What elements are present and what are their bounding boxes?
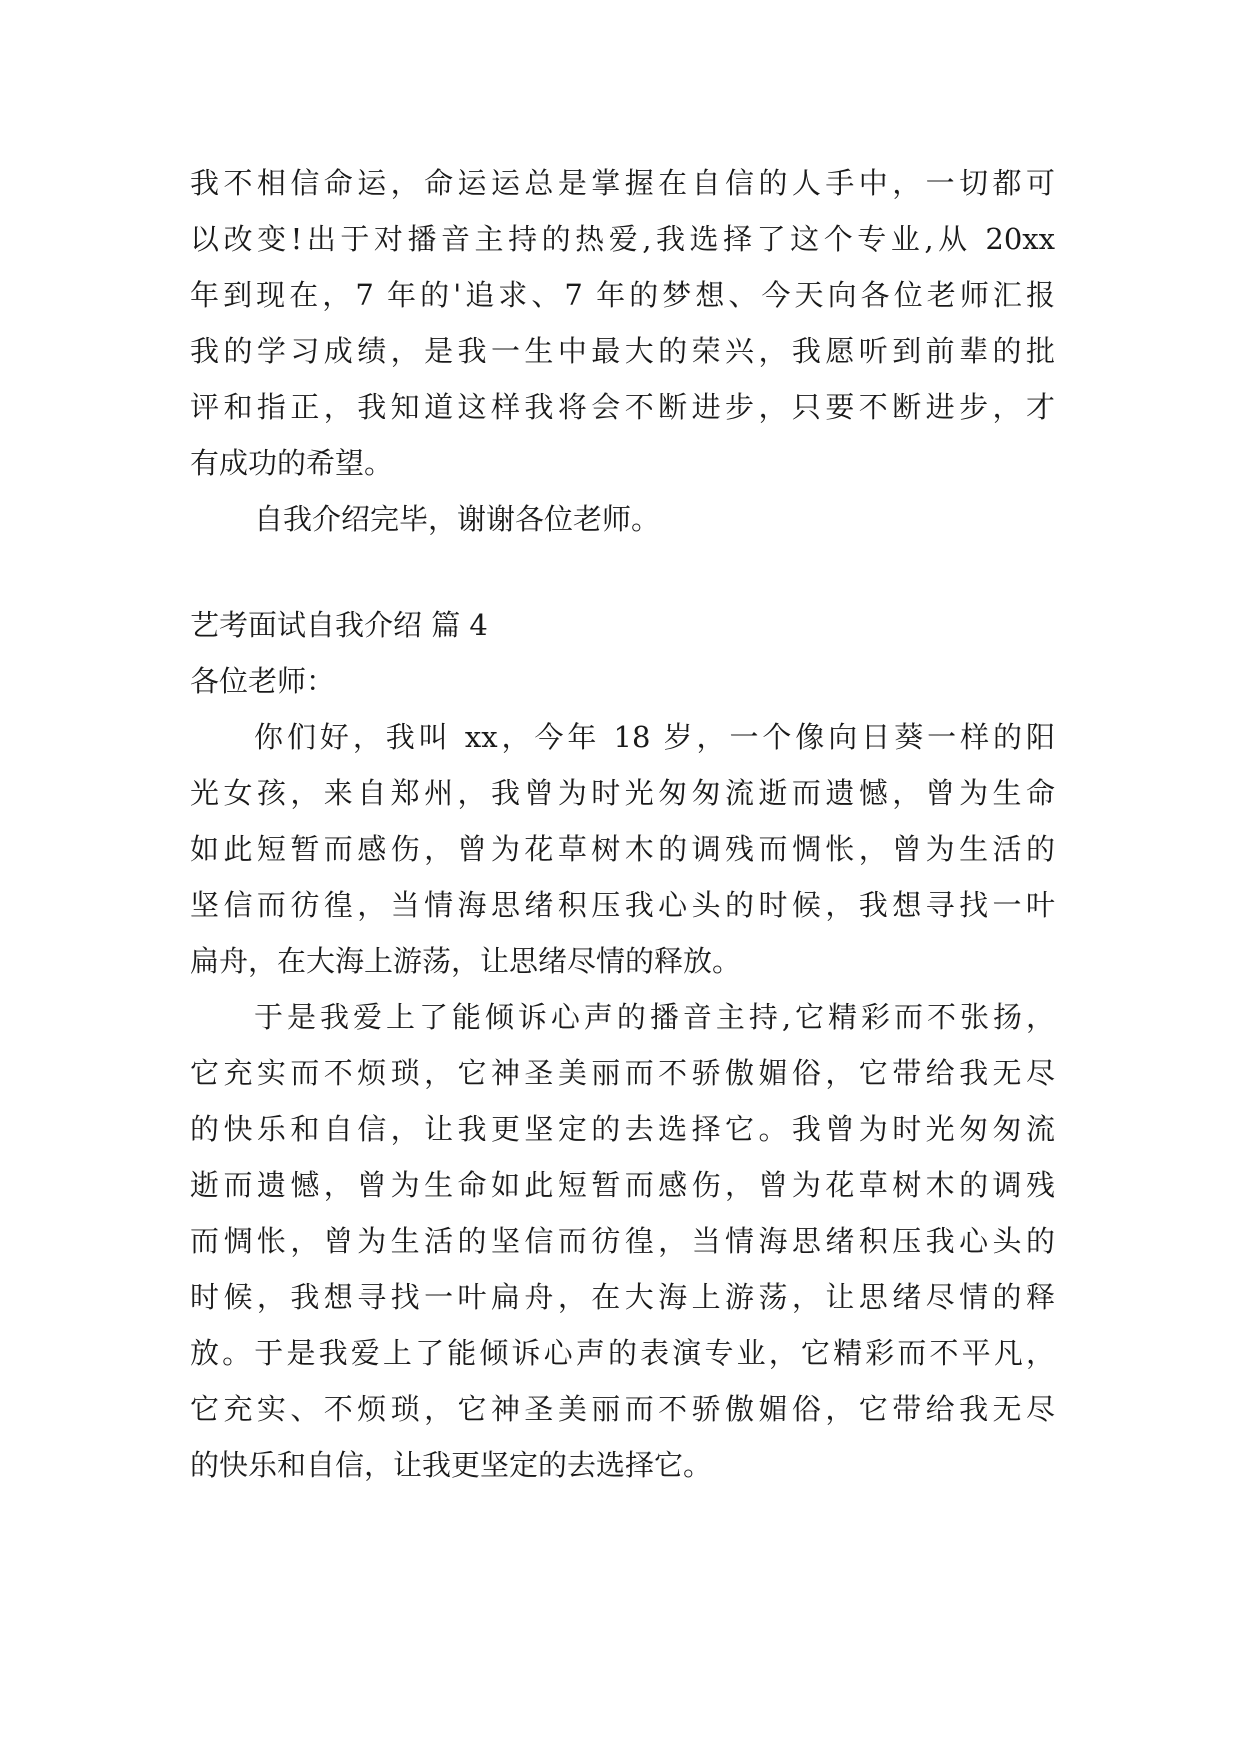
text-line: 我的学习成绩，是我一生中最大的荣兴，我愿听到前辈的批: [190, 334, 1055, 368]
section-heading: 艺考面试自我介绍 篇 4: [190, 608, 488, 642]
salutation: 各位老师：: [190, 664, 336, 698]
text-line: 年到现在，7 年的'追求、7 年的梦想、今天向各位老师汇报: [190, 278, 1055, 312]
text-line: 逝而遗憾，曾为生命如此短暂而感伤，曾为花草树木的调残: [190, 1168, 1055, 1202]
text-line: 的快乐和自信，让我更坚定的去选择它。我曾为时光匆匆流: [190, 1112, 1055, 1146]
section-header: [190, 597, 1055, 709]
text-line: 有成功的希望。: [190, 446, 394, 480]
text-line: 它充实而不烦琐，它神圣美丽而不骄傲媚俗，它带给我无尽: [190, 1056, 1055, 1090]
text-line: 放。于是我爱上了能倾诉心声的表演专业，它精彩而不平凡，: [190, 1336, 1055, 1370]
text-line: 以改变!出于对播音主持的热爱,我选择了这个专业,从 20xx: [190, 222, 1055, 256]
closing-line: 自我介绍完毕，谢谢各位老师。: [254, 502, 661, 536]
section-gap: [190, 547, 1055, 597]
text-line: 的快乐和自信，让我更坚定的去选择它。: [190, 1448, 713, 1482]
text-line: 评和指正，我知道这样我将会不断进步，只要不断进步，才: [190, 390, 1055, 424]
document-page: [190, 155, 1055, 1493]
text-line: 坚信而彷徨，当情海思绪积压我心头的时候，我想寻找一叶: [190, 888, 1055, 922]
text-line: 时候，我想寻找一叶扁舟，在大海上游荡，让思绪尽情的释: [190, 1280, 1055, 1314]
paragraph-1: [190, 155, 1055, 491]
paragraph-2: [190, 491, 1055, 547]
paragraph-4: [190, 989, 1055, 1493]
text-line: 我不相信命运，命运运总是掌握在自信的人手中，一切都可: [190, 166, 1055, 200]
paragraph-3: [190, 709, 1055, 989]
text-line: 而惆怅，曾为生活的坚信而彷徨，当情海思绪积压我心头的: [190, 1224, 1055, 1258]
text-line: 它充实、不烦琐，它神圣美丽而不骄傲媚俗，它带给我无尽: [190, 1392, 1055, 1426]
text-line: 扁舟，在大海上游荡，让思绪尽情的释放。: [190, 944, 742, 978]
text-line: 于是我爱上了能倾诉心声的播音主持,它精彩而不张扬，: [254, 1000, 1055, 1034]
text-line: 光女孩，来自郑州，我曾为时光匆匆流逝而遗憾，曾为生命: [190, 776, 1055, 810]
text-line: 如此短暂而感伤，曾为花草树木的调残而惆怅，曾为生活的: [190, 832, 1055, 866]
text-line: 你们好，我叫 xx，今年 18 岁，一个像向日葵一样的阳: [254, 720, 1055, 754]
